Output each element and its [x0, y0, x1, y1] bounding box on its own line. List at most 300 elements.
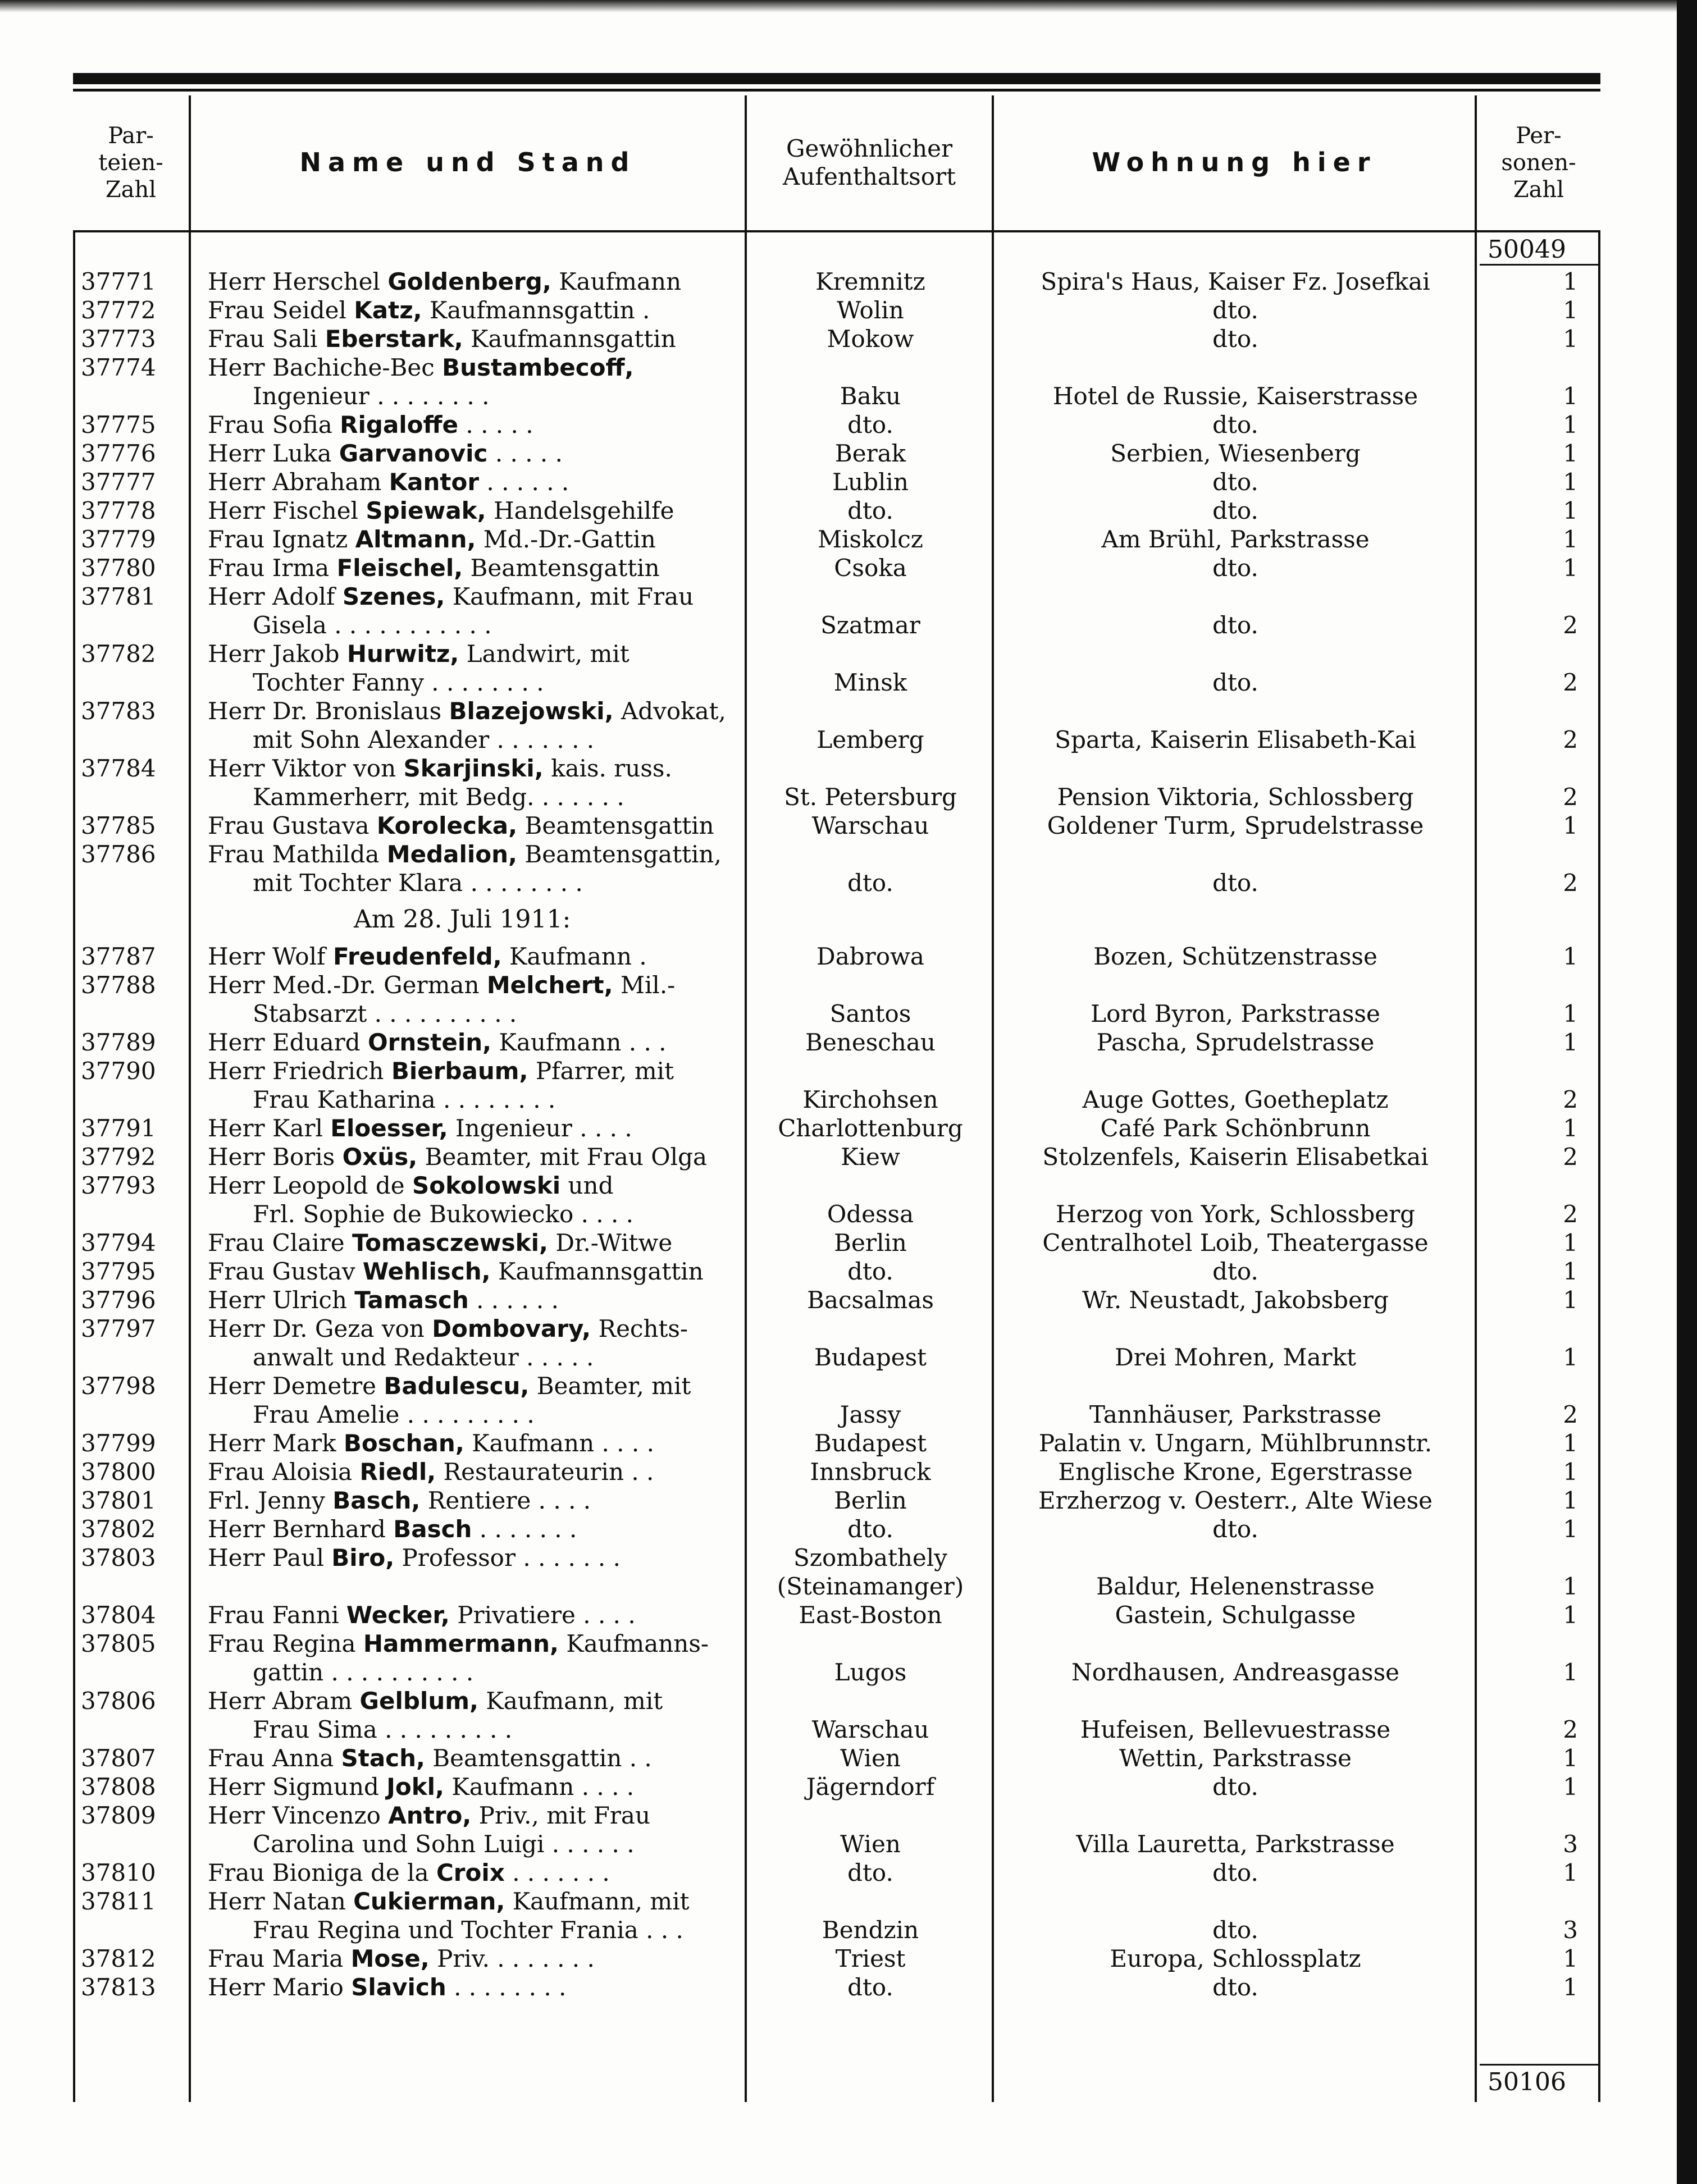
guest-title: Frau Regina	[208, 1630, 356, 1657]
guest-continuation: Frau Sima . . . . . . . . .	[253, 1716, 513, 1743]
guest-title: Herr Fischel	[208, 497, 358, 524]
local-address: Palatin v. Ungarn, Mühlbrunnstr.	[1038, 1429, 1433, 1457]
table-row	[73, 1457, 1600, 1486]
local-address: Pension Viktoria, Schlossberg	[1057, 783, 1414, 811]
scan-top-shadow	[0, 0, 1697, 12]
guest-occupation: Ingenieur . . . .	[455, 1114, 632, 1142]
home-location: dto.	[847, 1258, 893, 1285]
table-row	[73, 1887, 1600, 1944]
name-and-status	[191, 496, 747, 525]
person-count: 1	[1563, 1344, 1578, 1371]
home-location: Lugos	[834, 1658, 907, 1686]
guest-occupation: . . . . . . .	[479, 1515, 577, 1543]
guest-surname: Cukierman,	[353, 1888, 505, 1915]
table-row	[73, 1801, 1600, 1858]
table-row	[73, 1601, 1600, 1629]
party-number: 37774	[81, 354, 156, 381]
guest-occupation: Rentiere . . . .	[427, 1487, 591, 1514]
guest-occupation: Beamter, mit	[536, 1372, 691, 1400]
home-location: Baku	[840, 382, 901, 410]
local-address: Am Brühl, Parkstrasse	[1101, 526, 1370, 553]
guest-surname: Eloesser,	[330, 1114, 448, 1142]
name-and-status	[191, 1887, 747, 1944]
home-location: Budapest	[814, 1429, 927, 1457]
person-count: 1	[1563, 468, 1578, 496]
local-address: Villa Lauretta, Parkstrasse	[1076, 1830, 1395, 1858]
guest-title: Frau Fanni	[208, 1601, 339, 1629]
local-address: Centralhotel Loib, Theatergasse	[1042, 1229, 1429, 1257]
name-and-status	[191, 410, 747, 439]
local-address: Wettin, Parkstrasse	[1119, 1744, 1352, 1772]
guest-title: Herr Jakob	[208, 640, 340, 668]
name-and-status	[191, 1687, 747, 1744]
guest-occupation: . . . . . .	[486, 468, 569, 496]
guest-surname: Melchert,	[486, 971, 613, 999]
name-and-status	[191, 1372, 747, 1429]
table-row	[73, 1944, 1600, 1973]
guest-title: Frau Aloisia	[208, 1458, 353, 1486]
table-row	[73, 1257, 1600, 1286]
guest-occupation: Landwirt, mit	[466, 640, 629, 668]
local-address: Café Park Schönbrunn	[1100, 1114, 1371, 1142]
guest-occupation: Kaufmann . . .	[499, 1029, 667, 1056]
person-count: 1	[1563, 268, 1578, 295]
entries-list	[73, 267, 1600, 2002]
guest-title: Herr Demetre	[208, 1372, 377, 1400]
party-number: 37812	[81, 1945, 156, 1972]
name-and-status	[191, 1515, 747, 1543]
local-address: Drei Mohren, Markt	[1115, 1344, 1356, 1371]
person-count: 2	[1563, 783, 1578, 811]
guest-surname: Medalion,	[386, 840, 517, 868]
person-count: 1	[1563, 1744, 1578, 1772]
table-row	[73, 754, 1600, 811]
local-address: Europa, Schlossplatz	[1110, 1945, 1361, 1972]
name-and-status	[191, 697, 747, 754]
party-number: 37806	[81, 1687, 156, 1715]
party-number: 37792	[81, 1143, 156, 1171]
guest-title: Herr Med.-Dr. German	[208, 971, 480, 999]
home-location: Bendzin	[822, 1916, 919, 1944]
name-and-status	[191, 525, 747, 554]
local-address: Hotel de Russie, Kaiserstrasse	[1052, 382, 1418, 410]
table-row	[73, 1286, 1600, 1314]
header-parteien-zahl-text: Par- teien- Zahl	[98, 123, 163, 203]
carried-total: 50049	[1480, 235, 1600, 266]
home-location: Jägerndorf	[806, 1773, 935, 1801]
party-number: 37793	[81, 1172, 156, 1199]
guest-continuation: Kammerherr, mit Bedg. . . . . . .	[253, 783, 624, 811]
guest-title: Frau Bioniga de la	[208, 1859, 429, 1886]
guest-continuation: Gisela . . . . . . . . . . .	[253, 611, 492, 639]
person-count: 1	[1563, 1000, 1578, 1027]
table-row	[73, 468, 1600, 496]
party-number: 37801	[81, 1487, 156, 1514]
guest-surname: Oxüs,	[342, 1143, 418, 1171]
person-count: 1	[1563, 382, 1578, 410]
local-address: dto.	[1212, 1973, 1258, 2001]
person-count: 2	[1563, 1143, 1578, 1171]
name-and-status	[191, 1143, 747, 1171]
guest-surname: Skarjinski,	[403, 755, 544, 782]
table-row	[73, 1486, 1600, 1515]
home-location: Berlin	[834, 1229, 907, 1257]
person-count: 1	[1563, 1658, 1578, 1686]
guest-continuation: anwalt und Redakteur . . . . .	[253, 1344, 594, 1371]
guest-surname: Kantor	[389, 468, 480, 496]
table-row	[73, 439, 1600, 468]
party-number: 37775	[81, 411, 156, 438]
guest-surname: Badulescu,	[384, 1372, 530, 1400]
table-row	[73, 525, 1600, 554]
party-number: 37813	[81, 1973, 156, 2001]
header-aufenthaltsort	[747, 95, 994, 230]
party-number: 37784	[81, 755, 156, 782]
table-row	[73, 1314, 1600, 1372]
table-row	[73, 1429, 1600, 1457]
guest-surname: Antro,	[388, 1802, 472, 1829]
guest-title: Herr Mark	[208, 1429, 336, 1457]
guest-occupation: . . . . . . . .	[454, 1973, 567, 2001]
local-address: Serbien, Wiesenberg	[1110, 440, 1361, 467]
home-location: Szatmar	[820, 611, 920, 639]
guest-occupation: Professor . . . . . . .	[402, 1544, 621, 1571]
guest-occupation: Kaufmann	[559, 268, 682, 295]
person-count: 2	[1563, 669, 1578, 696]
name-and-status	[191, 325, 747, 353]
guest-occupation: . . . . . .	[476, 1286, 559, 1314]
local-address: Bozen, Schützenstrasse	[1093, 943, 1377, 970]
home-location: Miskolcz	[818, 526, 923, 553]
party-number: 37791	[81, 1114, 156, 1142]
guest-occupation: Advokat,	[621, 697, 726, 725]
local-address: dto.	[1212, 869, 1258, 897]
guest-title: Herr Bernhard	[208, 1515, 386, 1543]
guest-occupation: Pfarrer, mit	[535, 1057, 674, 1085]
table-row	[73, 1543, 1600, 1601]
guest-surname: Basch	[393, 1515, 472, 1543]
person-count: 1	[1563, 1487, 1578, 1514]
person-count: 1	[1563, 411, 1578, 438]
person-count: 2	[1563, 1401, 1578, 1428]
guest-occupation: . . . . .	[495, 440, 563, 467]
guest-surname: Freudenfeld,	[332, 943, 502, 970]
top-rule-thin	[73, 89, 1600, 92]
guest-title: Herr Viktor von	[208, 755, 396, 782]
guest-surname: Rigaloffe	[340, 411, 459, 438]
table-row	[73, 410, 1600, 439]
local-address: dto.	[1212, 1258, 1258, 1285]
person-count: 1	[1563, 1029, 1578, 1056]
name-and-status	[191, 1486, 747, 1515]
name-and-status	[191, 840, 747, 897]
guest-title: Frau Irma	[208, 554, 330, 582]
person-count: 1	[1563, 526, 1578, 553]
guest-surname: Wehlisch,	[362, 1258, 491, 1285]
party-number: 37788	[81, 971, 156, 999]
party-number: 37796	[81, 1286, 156, 1314]
guest-title: Frau Sofia	[208, 411, 332, 438]
person-count: 1	[1563, 1773, 1578, 1801]
party-number: 37777	[81, 468, 156, 496]
name-and-status	[191, 353, 747, 410]
table-row	[73, 296, 1600, 325]
party-number: 37804	[81, 1601, 156, 1629]
home-location: St. Petersburg	[784, 783, 957, 811]
party-number: 37811	[81, 1888, 156, 1915]
guest-continuation: Frau Regina und Tochter Frania . . .	[253, 1916, 683, 1944]
guest-occupation: Kaufmannsgattin	[471, 325, 676, 353]
name-and-status	[191, 811, 747, 840]
local-address: dto.	[1212, 1773, 1258, 1801]
name-and-status	[191, 1858, 747, 1887]
table-row	[73, 811, 1600, 840]
table-row	[73, 267, 1600, 296]
date-section-label: Am 28. Juli 1911:	[354, 905, 571, 934]
guest-surname: Garvanovic	[339, 440, 488, 467]
local-address: dto.	[1212, 325, 1258, 353]
document-page	[73, 67, 1600, 2145]
guest-title: Herr Adolf	[208, 583, 335, 610]
table-row	[73, 1057, 1600, 1114]
guest-occupation: Rechts-	[598, 1315, 688, 1342]
guest-surname: Altmann,	[355, 526, 476, 553]
guest-title: Herr Abraham	[208, 468, 382, 496]
header-wohnung-hier: Wohnung hier	[994, 95, 1477, 230]
guest-title: Frau Anna	[208, 1744, 334, 1772]
guest-continuation: Frl. Sophie de Bukowiecko . . . .	[253, 1200, 634, 1228]
table-row	[73, 1973, 1600, 2002]
guest-occupation: Privatiere . . . .	[457, 1601, 636, 1629]
header-personen-zahl	[1477, 95, 1600, 230]
person-count: 1	[1563, 1973, 1578, 2001]
guest-title: Herr Dr. Geza von	[208, 1315, 425, 1342]
person-count: 1	[1563, 1945, 1578, 1972]
party-number: 37781	[81, 583, 156, 610]
guest-continuation: Frau Amelie . . . . . . . . .	[253, 1401, 535, 1428]
guest-occupation: Md.-Dr.-Gattin	[483, 526, 656, 553]
local-address: dto.	[1212, 1859, 1258, 1886]
scan-right-edge	[1677, 0, 1697, 2184]
guest-surname: Szenes,	[342, 583, 445, 610]
party-number: 37807	[81, 1744, 156, 1772]
name-and-status	[191, 1257, 747, 1286]
home-location: dto.	[847, 411, 893, 438]
party-number: 37794	[81, 1229, 156, 1257]
guest-surname: Stach,	[341, 1744, 425, 1772]
guest-surname: Sokolowski	[412, 1172, 561, 1199]
guest-occupation: Beamter, mit Frau Olga	[425, 1143, 707, 1171]
home-location: dto.	[847, 1515, 893, 1543]
local-address: Hufeisen, Bellevuestrasse	[1080, 1716, 1391, 1743]
party-number: 37787	[81, 943, 156, 970]
guest-surname: Korolecka,	[376, 812, 518, 839]
guest-occupation: Priv. . . . . . . .	[437, 1945, 595, 1972]
local-address: dto.	[1212, 669, 1258, 696]
table-row	[73, 1372, 1600, 1429]
guest-occupation: Kaufmann . . . .	[472, 1429, 654, 1457]
name-and-status	[191, 1629, 747, 1687]
party-number: 37785	[81, 812, 156, 839]
guest-surname: Basch,	[332, 1487, 421, 1514]
guest-title: Frau Seidel	[208, 296, 346, 324]
local-address: Lord Byron, Parkstrasse	[1091, 1000, 1380, 1027]
guest-surname: Dombovary,	[432, 1315, 591, 1342]
home-location: dto.	[847, 1973, 893, 2001]
table-row	[73, 496, 1600, 525]
party-number: 37772	[81, 296, 156, 324]
local-address: dto.	[1212, 468, 1258, 496]
guest-occupation: Kaufmann . . . .	[451, 1773, 635, 1801]
home-location: Csoka	[834, 554, 907, 582]
guest-title: Herr Dr. Bronislaus	[208, 697, 442, 725]
table-row	[73, 1772, 1600, 1801]
person-count: 1	[1563, 1258, 1578, 1285]
name-and-status	[191, 1429, 747, 1457]
home-location: Kiew	[841, 1143, 900, 1171]
name-and-status	[191, 1601, 747, 1629]
person-count: 1	[1563, 554, 1578, 582]
person-count: 2	[1563, 726, 1578, 753]
local-address: Baldur, Helenenstrasse	[1096, 1573, 1375, 1600]
party-number: 37789	[81, 1029, 156, 1056]
guest-surname: Boschan,	[343, 1429, 464, 1457]
party-number: 37786	[81, 840, 156, 868]
table-row	[73, 554, 1600, 582]
person-count: 2	[1563, 869, 1578, 897]
guest-occupation: Handelsgehilfe	[493, 497, 674, 524]
guest-title: Herr Mario	[208, 1973, 344, 2001]
party-number: 37797	[81, 1315, 156, 1342]
guest-occupation: Restaurateurin . .	[443, 1458, 654, 1486]
home-location: Wien	[840, 1830, 901, 1858]
guest-surname: Wecker,	[346, 1601, 450, 1629]
name-and-status	[191, 942, 747, 971]
home-location: dto.	[847, 869, 893, 897]
guest-title: Frau Gustav	[208, 1258, 355, 1285]
guest-title: Herr Eduard	[208, 1029, 361, 1056]
person-count: 1	[1563, 325, 1578, 353]
home-location: Wolin	[837, 296, 904, 324]
name-and-status	[191, 1744, 747, 1772]
guest-continuation: Ingenieur . . . . . . . .	[253, 382, 490, 410]
person-count: 1	[1563, 943, 1578, 970]
guest-continuation: Tochter Fanny . . . . . . . .	[253, 669, 544, 696]
party-number: 37809	[81, 1802, 156, 1829]
person-count: 1	[1563, 440, 1578, 467]
guest-surname: Bierbaum,	[391, 1057, 528, 1085]
name-and-status	[191, 1772, 747, 1801]
name-and-status	[191, 1543, 747, 1601]
home-location: Lublin	[832, 468, 909, 496]
guest-occupation: Kaufmanns-	[566, 1630, 709, 1657]
guest-occupation: Kaufmann, mit	[512, 1888, 690, 1915]
name-and-status	[191, 582, 747, 639]
guest-title: Herr Bachiche-Bec	[208, 354, 435, 381]
name-and-status	[191, 1171, 747, 1228]
table-body	[73, 232, 1600, 2102]
local-address: Pascha, Sprudelstrasse	[1096, 1029, 1375, 1056]
name-and-status	[191, 1457, 747, 1486]
home-location: Budapest	[814, 1344, 927, 1371]
party-number: 37783	[81, 697, 156, 725]
name-and-status	[191, 1028, 747, 1057]
name-and-status	[191, 754, 747, 811]
guest-title: Herr Leopold de	[208, 1172, 405, 1199]
guest-surname: Gelblum,	[359, 1687, 478, 1715]
home-location: Triest	[835, 1945, 906, 1972]
guest-occupation: Kaufmann, mit Frau	[452, 583, 694, 610]
guest-continuation: Frau Katharina . . . . . . . .	[253, 1086, 556, 1113]
home-location: Warschau	[811, 812, 929, 839]
guest-occupation: Beamtensgattin	[524, 812, 714, 839]
local-address: dto.	[1212, 497, 1258, 524]
guest-surname: Bustambecoff,	[442, 354, 634, 381]
name-and-status	[191, 971, 747, 1028]
header-personen-zahl-text: Per- sonen- Zahl	[1501, 123, 1576, 203]
party-number: 37800	[81, 1458, 156, 1486]
name-and-status	[191, 1973, 747, 2002]
guest-surname: Riedl,	[359, 1458, 436, 1486]
local-address: Stolzenfels, Kaiserin Elisabetkai	[1042, 1143, 1429, 1171]
guest-title: Herr Ulrich	[208, 1286, 347, 1314]
party-number: 37802	[81, 1515, 156, 1543]
guest-title: Herr Luka	[208, 440, 332, 467]
home-location: Wien	[840, 1744, 901, 1772]
home-location: East-Boston	[799, 1601, 942, 1629]
table-row	[73, 697, 1600, 754]
guest-title: Herr Wolf	[208, 943, 326, 970]
guest-surname: Mose,	[350, 1945, 430, 1972]
home-location: Santos	[829, 1000, 911, 1027]
party-number: 37771	[81, 268, 156, 295]
home-location: Szombathely (Steinamanger)	[777, 1544, 964, 1600]
guest-occupation: Kaufmannsgattin	[498, 1258, 704, 1285]
party-number: 37799	[81, 1429, 156, 1457]
guest-surname: Spiewak,	[366, 497, 486, 524]
person-count: 2	[1563, 611, 1578, 639]
guest-title: Herr Abram	[208, 1687, 353, 1715]
name-and-status	[191, 1314, 747, 1372]
home-location: Lemberg	[816, 726, 924, 753]
home-location: Mokow	[827, 325, 914, 353]
person-count: 2	[1563, 1086, 1578, 1113]
local-address: Tannhäuser, Parkstrasse	[1089, 1401, 1382, 1428]
person-count: 2	[1563, 1200, 1578, 1228]
guest-surname: Katz,	[354, 296, 422, 324]
person-count: 1	[1563, 1229, 1578, 1257]
name-and-status	[191, 1057, 747, 1114]
guest-title: Frau Gustava	[208, 812, 369, 839]
local-address: Sparta, Kaiserin Elisabeth-Kai	[1055, 726, 1416, 753]
guest-surname: Biro,	[331, 1544, 395, 1571]
person-count: 3	[1563, 1830, 1578, 1858]
person-count: 1	[1563, 1515, 1578, 1543]
table-row	[73, 840, 1600, 897]
guest-title: Frau Mathilda	[208, 840, 380, 868]
home-location: Warschau	[811, 1716, 929, 1743]
local-address: Gastein, Schulgasse	[1115, 1601, 1356, 1629]
table-row	[73, 639, 1600, 697]
guest-title: Herr Sigmund	[208, 1773, 379, 1801]
party-number: 37798	[81, 1372, 156, 1400]
person-count: 1	[1563, 1859, 1578, 1886]
home-location: Kirchohsen	[802, 1086, 938, 1113]
party-number: 37790	[81, 1057, 156, 1085]
guest-title: Herr Herschel	[208, 268, 380, 295]
guest-surname: Hammermann,	[363, 1630, 559, 1657]
home-location: Beneschau	[805, 1029, 936, 1056]
